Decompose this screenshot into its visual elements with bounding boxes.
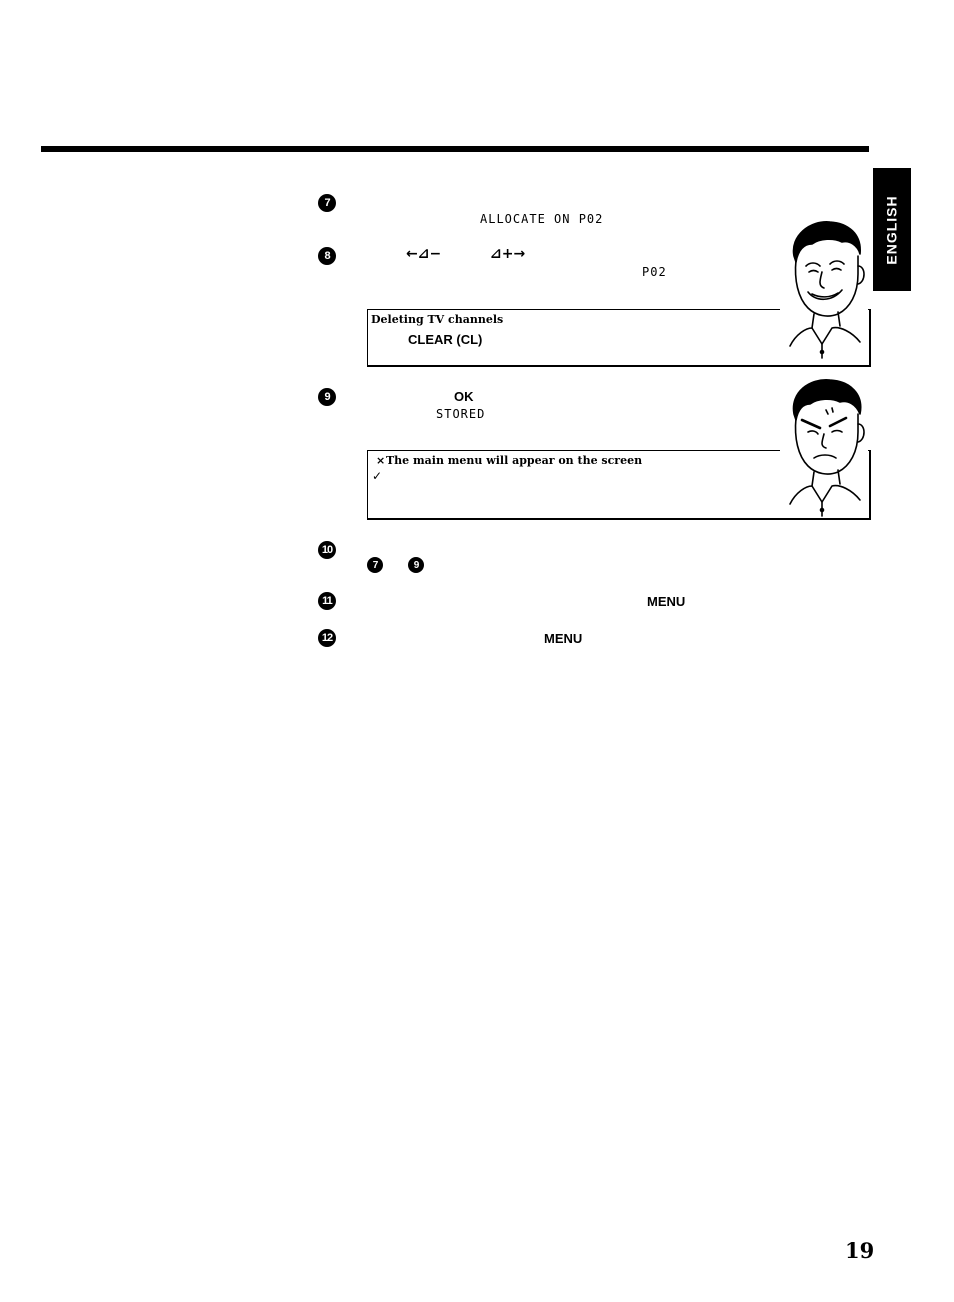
cross-icon: ×	[376, 454, 386, 467]
check-icon: ✓	[372, 469, 383, 483]
osd-program-text: P02	[642, 265, 667, 279]
step-marker-7: 7	[318, 194, 336, 212]
page-number: 19	[845, 1238, 875, 1263]
osd-allocate-text: ALLOCATE ON P02	[480, 212, 604, 226]
tip-title: The main menu will appear on the screen	[386, 454, 643, 467]
frowning-man-illustration	[780, 374, 868, 518]
key-plus-icon: ⊿+→	[490, 246, 526, 262]
language-tab	[873, 168, 911, 291]
clear-key-label: CLEAR (CL)	[408, 332, 483, 347]
language-tab-label: ENGLISH	[884, 194, 901, 265]
key-minus-icon: ←⊿−	[406, 246, 442, 262]
osd-stored-text: STORED	[436, 407, 486, 421]
tip-title: Deleting TV channels	[371, 313, 504, 326]
step-ref-9: 9	[408, 557, 424, 573]
menu-key-label: MENU	[647, 594, 686, 609]
step-marker-8: 8	[318, 247, 336, 265]
step-marker-10: 10	[318, 541, 336, 559]
menu-key-label: MENU	[544, 631, 583, 646]
step-marker-11: 11	[318, 592, 336, 610]
step-marker-9: 9	[318, 388, 336, 406]
header-rule	[41, 146, 869, 152]
step-marker-12: 12	[318, 629, 336, 647]
ok-key-label: OK	[454, 389, 474, 404]
smiling-man-illustration	[780, 216, 868, 360]
step-ref-7: 7	[367, 557, 383, 573]
